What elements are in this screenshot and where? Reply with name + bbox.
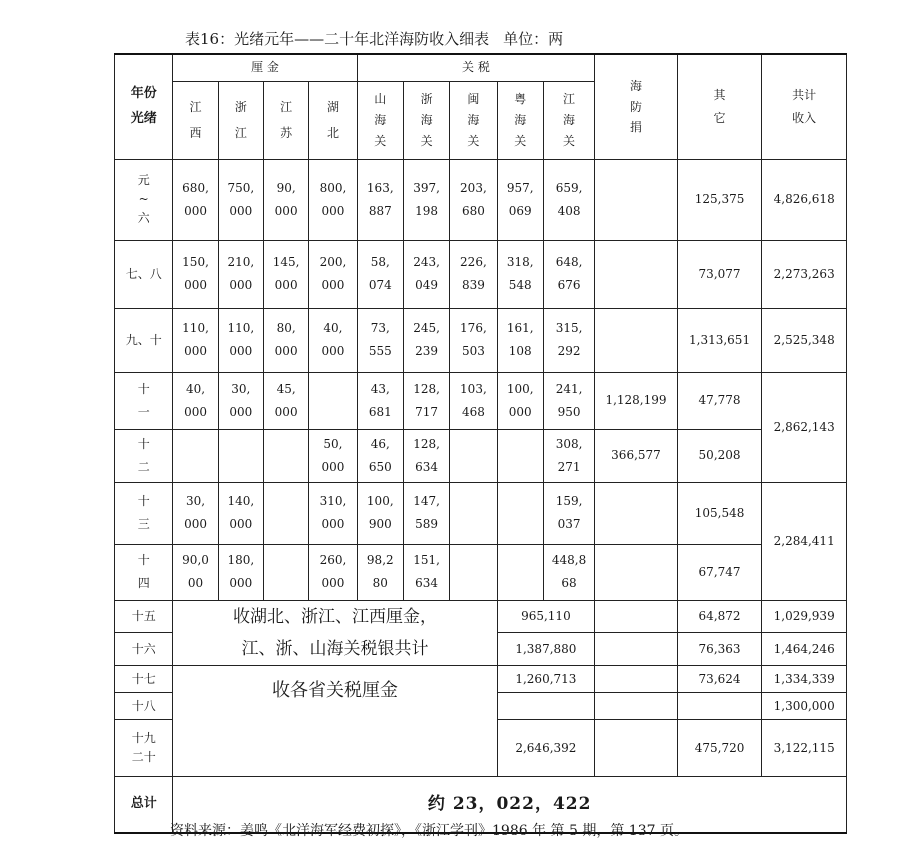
data-cell: 100, 900: [357, 482, 403, 544]
data-cell: 103, 468: [450, 372, 497, 429]
data-cell: [497, 429, 543, 482]
unit-text: 单位：两: [503, 30, 564, 48]
data-cell: 308, 271: [543, 429, 594, 482]
guanshui-col-header: 粤 海 关: [497, 81, 543, 159]
other-header: 其 它: [677, 54, 762, 159]
data-cell: 151, 634: [403, 544, 449, 600]
data-cell: 241, 950: [543, 372, 594, 429]
haifang-cell: [595, 544, 678, 600]
data-cell: 448,8 68: [543, 544, 594, 600]
data-cell: 260, 000: [309, 544, 357, 600]
data-cell: 43, 681: [357, 372, 403, 429]
data-cell: 128, 717: [403, 372, 449, 429]
data-cell: 800, 000: [309, 159, 357, 240]
guanshui-col-header: 闽 海 关: [450, 81, 497, 159]
year-cell: 十九 二十: [115, 720, 173, 777]
data-cell: 245, 239: [403, 308, 449, 372]
data-cell: [218, 429, 263, 482]
data-cell: 315, 292: [543, 308, 594, 372]
data-cell: 140, 000: [218, 482, 263, 544]
data-cell: [309, 372, 357, 429]
data-cell: 180, 000: [218, 544, 263, 600]
guanshui-header: 关 税: [357, 54, 595, 81]
data-cell: 40, 000: [309, 308, 357, 372]
haifang-cell: [595, 600, 678, 633]
year-cell: 七、八: [115, 240, 173, 308]
data-cell: 159, 037: [543, 482, 594, 544]
data-cell: 648, 676: [543, 240, 594, 308]
total-header: 共计 收入: [762, 54, 847, 159]
data-cell: [263, 544, 308, 600]
haifang-cell: [595, 633, 678, 666]
year-cell: 十 三: [115, 482, 173, 544]
year-cell: 十五: [115, 600, 173, 633]
total-cell: 2,525,348: [762, 308, 847, 372]
data-cell: [173, 429, 218, 482]
haifang-cell: [595, 308, 678, 372]
total-cell: 2,284,411: [762, 482, 847, 600]
year-cell: 十 一: [115, 372, 173, 429]
lower-text-2: 收各省关税厘金: [173, 666, 497, 777]
other-cell: 47,778: [677, 372, 762, 429]
lijin-col-header: 浙 江: [218, 81, 263, 159]
year-header: 年份 光绪: [115, 54, 173, 159]
data-cell: 150, 000: [173, 240, 218, 308]
table-title: [185, 28, 645, 50]
lower-text-1b: 江、浙、山海关税银共计: [173, 633, 497, 666]
lijin-col-header: 江 苏: [263, 81, 308, 159]
data-cell: [450, 544, 497, 600]
data-cell: 957, 069: [497, 159, 543, 240]
data-cell: 210, 000: [218, 240, 263, 308]
lower-text-1a: 收湖北、浙江、江西厘金，: [173, 600, 497, 633]
lower-amount-cell: 1,387,880: [497, 633, 595, 666]
data-cell: 30, 000: [173, 482, 218, 544]
data-cell: 110, 000: [218, 308, 263, 372]
data-cell: 161, 108: [497, 308, 543, 372]
total-cell: 1,334,339: [762, 666, 847, 693]
year-cell: 十六: [115, 633, 173, 666]
guanshui-col-header: 山 海 关: [357, 81, 403, 159]
data-cell: 100, 000: [497, 372, 543, 429]
data-cell: 203, 680: [450, 159, 497, 240]
haifang-cell: [595, 720, 678, 777]
other-cell: 73,624: [677, 666, 762, 693]
other-cell: 67,747: [677, 544, 762, 600]
lijin-col-header: 湖 北: [309, 81, 357, 159]
data-cell: 128, 634: [403, 429, 449, 482]
grand-total-label: 总计: [115, 777, 173, 833]
haifang-cell: 1,128,199: [595, 372, 678, 429]
data-cell: 243, 049: [403, 240, 449, 308]
lower-amount-cell: 1,260,713: [497, 666, 595, 693]
data-cell: 145, 000: [263, 240, 308, 308]
title-text: 表16：光绪元年——二十年北洋海防收入细表: [185, 30, 490, 48]
data-cell: 46, 650: [357, 429, 403, 482]
data-cell: 50, 000: [309, 429, 357, 482]
other-cell: 73,077: [677, 240, 762, 308]
data-cell: 30, 000: [218, 372, 263, 429]
total-cell: 1,029,939: [762, 600, 847, 633]
data-cell: [497, 544, 543, 600]
data-cell: 680, 000: [173, 159, 218, 240]
grand-total-value: 约 23，022，422: [173, 777, 847, 833]
haifang-cell: 366,577: [595, 429, 678, 482]
total-cell: 2,273,263: [762, 240, 847, 308]
haifang-header: 海 防 捐: [595, 54, 678, 159]
haifang-cell: [595, 240, 678, 308]
data-cell: 200, 000: [309, 240, 357, 308]
data-cell: 80, 000: [263, 308, 308, 372]
total-cell: 1,300,000: [762, 693, 847, 720]
lower-amount-cell: [497, 693, 595, 720]
data-cell: 58, 074: [357, 240, 403, 308]
other-cell: 125,375: [677, 159, 762, 240]
data-cell: 397, 198: [403, 159, 449, 240]
data-cell: [450, 482, 497, 544]
data-cell: 90, 000: [263, 159, 308, 240]
total-cell: 1,464,246: [762, 633, 847, 666]
data-cell: 90,0 00: [173, 544, 218, 600]
source-note: 资料来源：姜鸣《北洋海军经费初探》，《浙江学刊》1986 年 第 5 期，第 137 页。: [170, 823, 688, 839]
data-cell: 98,2 80: [357, 544, 403, 600]
lower-amount-cell: 2,646,392: [497, 720, 595, 777]
year-cell: 十 四: [115, 544, 173, 600]
data-cell: [263, 429, 308, 482]
data-cell: 163, 887: [357, 159, 403, 240]
revenue-table: [114, 53, 847, 834]
lijin-header: 厘 金: [173, 54, 357, 81]
total-cell: 2,862,143: [762, 372, 847, 482]
data-cell: [450, 429, 497, 482]
data-cell: 73, 555: [357, 308, 403, 372]
total-cell: 3,122,115: [762, 720, 847, 777]
other-cell: [677, 693, 762, 720]
year-cell: 十七: [115, 666, 173, 693]
other-cell: 1,313,651: [677, 308, 762, 372]
other-cell: 50,208: [677, 429, 762, 482]
other-cell: 475,720: [677, 720, 762, 777]
data-cell: 147, 589: [403, 482, 449, 544]
data-cell: 750, 000: [218, 159, 263, 240]
year-cell: 十 二: [115, 429, 173, 482]
other-cell: 105,548: [677, 482, 762, 544]
haifang-cell: [595, 482, 678, 544]
haifang-cell: [595, 693, 678, 720]
year-cell: 九、十: [115, 308, 173, 372]
year-cell: 十八: [115, 693, 173, 720]
lower-amount-cell: 965,110: [497, 600, 595, 633]
data-cell: 226, 839: [450, 240, 497, 308]
haifang-cell: [595, 666, 678, 693]
data-cell: 40, 000: [173, 372, 218, 429]
total-cell: 4,826,618: [762, 159, 847, 240]
data-cell: [497, 482, 543, 544]
data-cell: 110, 000: [173, 308, 218, 372]
guanshui-col-header: 江 海 关: [543, 81, 594, 159]
data-cell: 318, 548: [497, 240, 543, 308]
other-cell: 76,363: [677, 633, 762, 666]
lijin-col-header: 江 西: [173, 81, 218, 159]
data-cell: [263, 482, 308, 544]
data-cell: 310, 000: [309, 482, 357, 544]
haifang-cell: [595, 159, 678, 240]
data-cell: 45, 000: [263, 372, 308, 429]
guanshui-col-header: 浙 海 关: [403, 81, 449, 159]
data-cell: 659, 408: [543, 159, 594, 240]
year-cell: 元 ~ 六: [115, 159, 173, 240]
other-cell: 64,872: [677, 600, 762, 633]
data-cell: 176, 503: [450, 308, 497, 372]
